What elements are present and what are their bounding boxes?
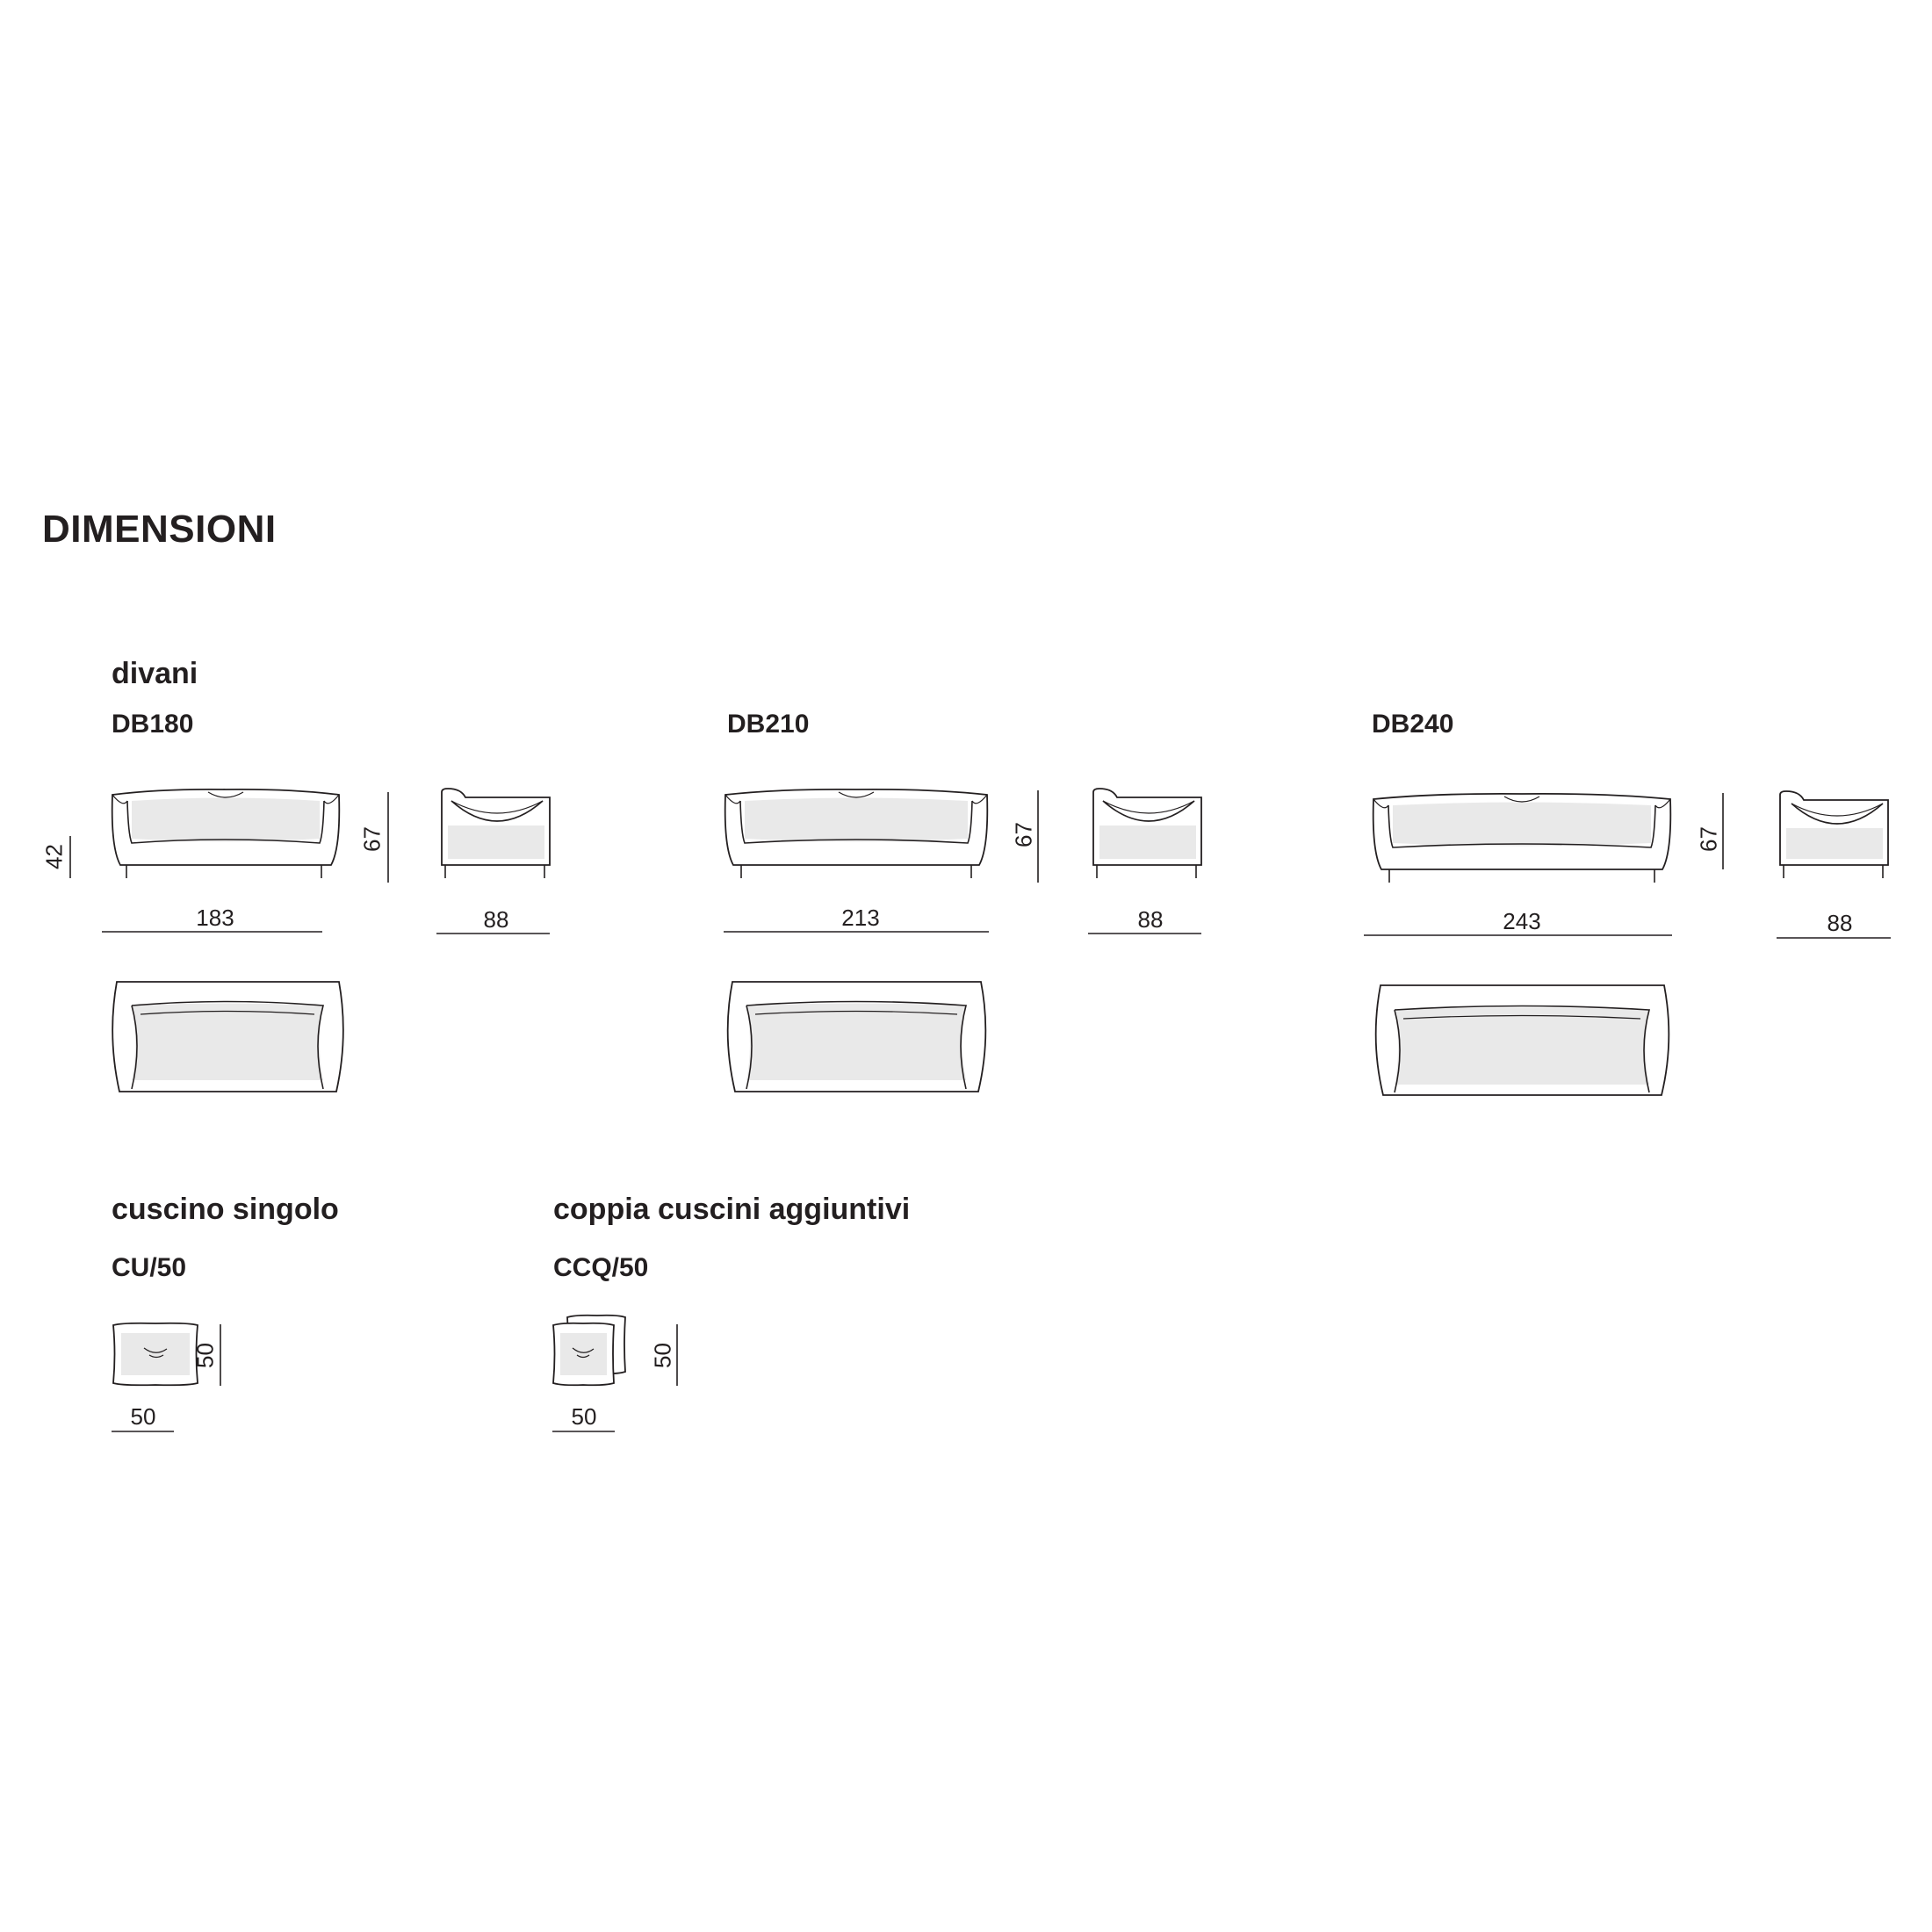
model-code-db210: DB210 xyxy=(727,710,810,739)
depth-label-db180: 88 xyxy=(483,906,509,933)
sofa-side-view-db210 xyxy=(1093,789,1201,878)
model-code-db180: DB180 xyxy=(112,710,194,739)
sofa-side-view-db240 xyxy=(1780,791,1888,878)
cushion-pair-drawing xyxy=(553,1316,625,1386)
sofa-front-view-db210 xyxy=(725,789,988,878)
single-cushion-width-label: 50 xyxy=(130,1403,156,1430)
height-label-db180: 67 xyxy=(358,826,386,852)
sofa-top-view-db180 xyxy=(112,982,343,1092)
width-label-db210: 213 xyxy=(841,905,880,931)
cushion-single-drawing xyxy=(113,1323,198,1386)
sofa-top-view-db240 xyxy=(1376,985,1669,1095)
height-label-db240: 67 xyxy=(1695,826,1722,852)
height-label-db210: 67 xyxy=(1010,822,1037,847)
sofa-front-view-db240 xyxy=(1373,794,1671,883)
depth-label-db210: 88 xyxy=(1137,906,1164,933)
sofa-top-view-db210 xyxy=(728,982,986,1092)
seat-height-label: 42 xyxy=(40,844,68,869)
cushion-pair-height-label: 50 xyxy=(649,1343,676,1368)
model-code-db240: DB240 xyxy=(1372,710,1454,739)
cushion-pair-width-label: 50 xyxy=(571,1403,597,1430)
page-title: DIMENSIONI xyxy=(42,508,277,551)
width-label-db240: 243 xyxy=(1503,908,1541,934)
code-cushion-pair: CCQ/50 xyxy=(553,1253,649,1282)
sofa-front-view-db180 xyxy=(112,789,340,878)
single-cushion-height-label: 50 xyxy=(191,1343,219,1368)
section-title-sofas: divani xyxy=(112,657,198,690)
sofa-side-view-db180 xyxy=(442,789,550,878)
section-title-cushion-pair: coppia cuscini aggiuntivi xyxy=(553,1193,911,1226)
depth-label-db240: 88 xyxy=(1827,910,1853,936)
section-title-single-cushion: cuscino singolo xyxy=(112,1193,339,1226)
code-single-cushion: CU/50 xyxy=(112,1253,187,1282)
width-label-db180: 183 xyxy=(196,905,234,931)
